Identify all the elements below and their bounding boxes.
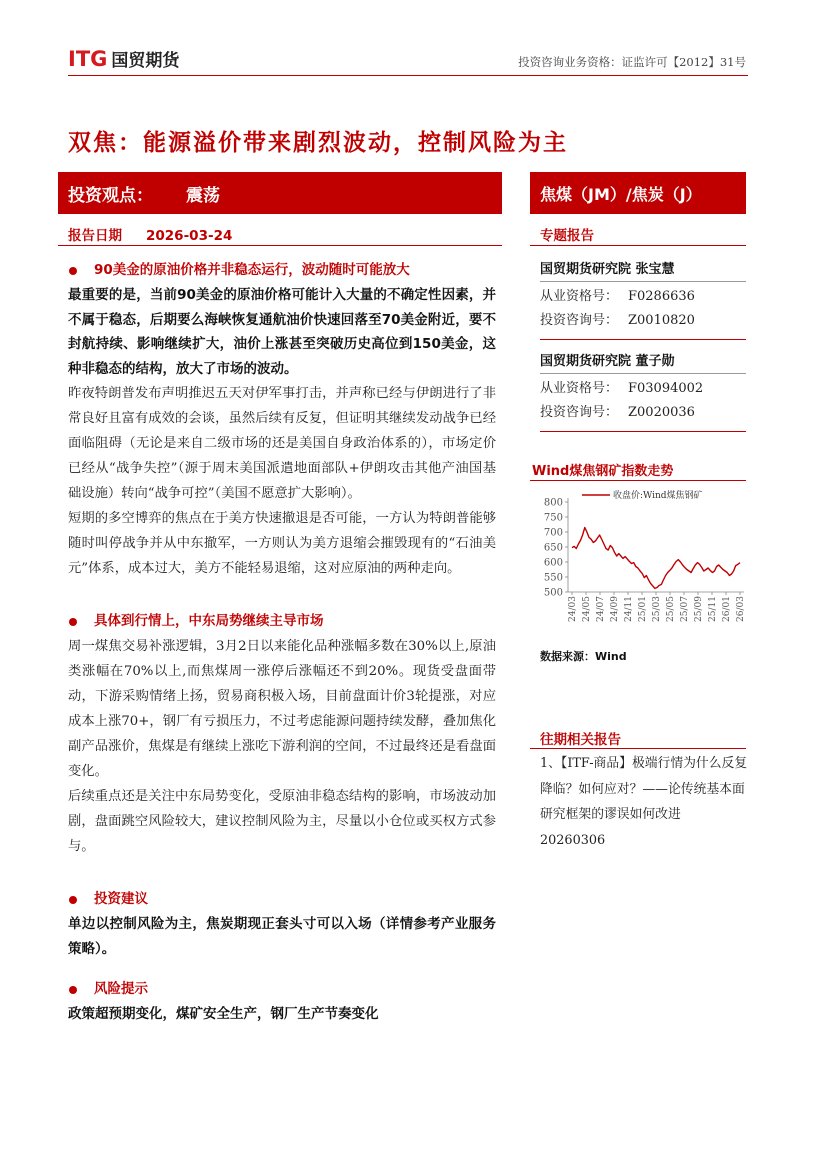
report-date-row (58, 220, 502, 246)
analyst-cert: 从业资格号： F03094002 (540, 381, 704, 396)
section-heading (68, 887, 496, 912)
section-heading-text: 具体到行情上，中东局势继续主导市场 (94, 613, 324, 629)
section-heading (68, 258, 496, 283)
x-tick-label: 24/09 (610, 596, 620, 622)
x-tick-label: 26/03 (736, 596, 746, 622)
investment-advice: 单边以控制风险为主，焦炭期现正套头寸可以入场（详情参考产业服务策略）。 (68, 916, 496, 957)
risk-warning: 政策超预期变化，煤矿安全生产，钢厂生产节奏变化 (68, 1006, 379, 1022)
y-tick-label: 500 (543, 587, 563, 599)
investment-view-value: 震荡 (186, 185, 220, 206)
x-tick-label: 24/03 (568, 596, 578, 622)
y-tick-label: 550 (543, 572, 563, 584)
report-type: 专题报告 (530, 220, 746, 246)
analyst-card (540, 258, 746, 340)
data-source: 数据来源：Wind (540, 650, 627, 663)
analyst-name: 国贸期货研究院 董子勋 (540, 350, 746, 374)
y-tick-label: 700 (543, 527, 563, 539)
analyst-card (540, 350, 746, 432)
bullet-icon (69, 618, 77, 626)
y-tick-label: 650 (543, 542, 563, 554)
bullet-icon (69, 896, 77, 904)
analyst-name: 国贸期货研究院 张宝慧 (540, 258, 746, 282)
logo-name: 国贸期货 (111, 51, 180, 71)
paragraph: 后续重点还是关注中东局势变化，受原油非稳态结构的影响，市场波动加剧，盘面跳空风险较大，建议控制风险为主，尽量以小仓位或买权方式参与。 (68, 789, 496, 854)
bullet-icon (69, 986, 77, 994)
paragraph: 昨夜特朗普发布声明推迟五天对伊军事打击，并声称已经与伊朗进行了非常良好且富有成效的会谈，虽然后续有反复，但证明其继续发动战争已经面临阻碍（无论是来自二级市场的还是美国自身政治体系的），市场定价已经从“战争失控”（源于周末美国派遣地面部队+伊朗攻击其他产油国基础设施）转向“战争可控”（美国不愿意扩大影响）。 (68, 386, 496, 501)
page-header (68, 44, 748, 76)
logo-itg: ITG (68, 46, 108, 71)
y-tick-label: 750 (543, 512, 563, 524)
paragraph: 周一煤焦交易补涨逻辑，3月2日以来能化品种涨幅多数在30%以上,原油类涨幅在70%以上,而焦煤周一涨停后涨幅还不到20%。现货受盘面带动，下游采购情绪上扬，贸易商积极入场，目前盘面计价3轮提涨，对应成本上涨70+，钢厂有亏损压力，不过考虑能源问题持续发酵，叠加焦化副产品涨价，焦煤是有继续上涨吃下游利润的空间，不过最终还是看盘面变化。 (68, 639, 496, 779)
related-report-link[interactable]: 1、【ITF-商品】极端行情为什么反复降临？如何应对？——论传统基本面研究框架的谬误如何改进 20260306 (540, 756, 748, 848)
investment-view-bar (58, 172, 502, 214)
report-title: 双焦：能源溢价带来剧烈波动，控制风险为主 (68, 130, 568, 156)
key-paragraph: 最重要的是，当前90美金的原油价格可能计入大量的不确定性因素，并不属于稳态，后期要么海峡恢复通航油价快速回落至70美金附近，要不封航持续、影响继续扩大，油价上涨甚至突破历史高位到150美金，这种非稳态的结构，放大了市场的波动。 (68, 287, 496, 377)
analyst-consult: 投资咨询号： Z0010820 (540, 313, 695, 328)
bullet-icon (69, 267, 77, 275)
section-heading (68, 609, 496, 634)
x-tick-label: 25/05 (666, 596, 676, 622)
report-date-label: 报告日期 (68, 228, 122, 244)
company-logo (68, 46, 179, 71)
x-tick-label: 25/03 (652, 596, 662, 622)
analyst-panel (540, 258, 746, 432)
x-tick-label: 25/11 (708, 596, 718, 622)
paragraph: 短期的多空博弈的焦点在于美方快速撤退是否可能，一方认为特朗普能够随时叫停战争并从中东撤军，一方则认为美方退缩会摧毁现有的“石油美元”体系，成本过大，美方不能轻易退缩，这对应原油的两种走向。 (68, 511, 496, 576)
x-tick-label: 25/09 (694, 596, 704, 622)
series-line (572, 528, 740, 589)
product-bar: 焦煤（JM）/焦炭（J） (530, 172, 746, 214)
x-tick-label: 25/07 (680, 596, 690, 622)
analyst-consult: 投资咨询号： Z0020036 (540, 405, 695, 420)
related-reports-title: 往期相关报告 (530, 725, 746, 749)
x-tick-label: 26/01 (722, 596, 732, 622)
section-heading-text: 风险提示 (94, 981, 148, 997)
main-content (68, 258, 496, 1027)
report-date-value: 2026-03-24 (146, 228, 233, 244)
qualification-text: 投资咨询业务资格：证监许可【2012】31号 (518, 55, 746, 69)
index-chart (530, 484, 746, 634)
section-heading (68, 977, 496, 1002)
section-heading-text: 投资建议 (94, 891, 148, 907)
x-tick-label: 24/07 (596, 596, 606, 622)
x-tick-label: 24/11 (624, 596, 634, 622)
section-heading-text: 90美金的原油价格并非稳态运行，波动随时可能放大 (94, 262, 410, 278)
legend-label: 收盘价:Wind煤焦钢矿 (613, 491, 703, 501)
investment-view-label: 投资观点： (68, 185, 153, 206)
line-chart (530, 484, 746, 634)
chart-title: Wind煤焦钢矿指数走势 (530, 457, 746, 481)
x-tick-label: 24/05 (582, 596, 592, 622)
y-tick-label: 600 (543, 557, 563, 569)
x-tick-label: 25/01 (638, 596, 648, 622)
analyst-cert: 从业资格号： F0286636 (540, 289, 695, 304)
y-tick-label: 800 (543, 497, 563, 509)
